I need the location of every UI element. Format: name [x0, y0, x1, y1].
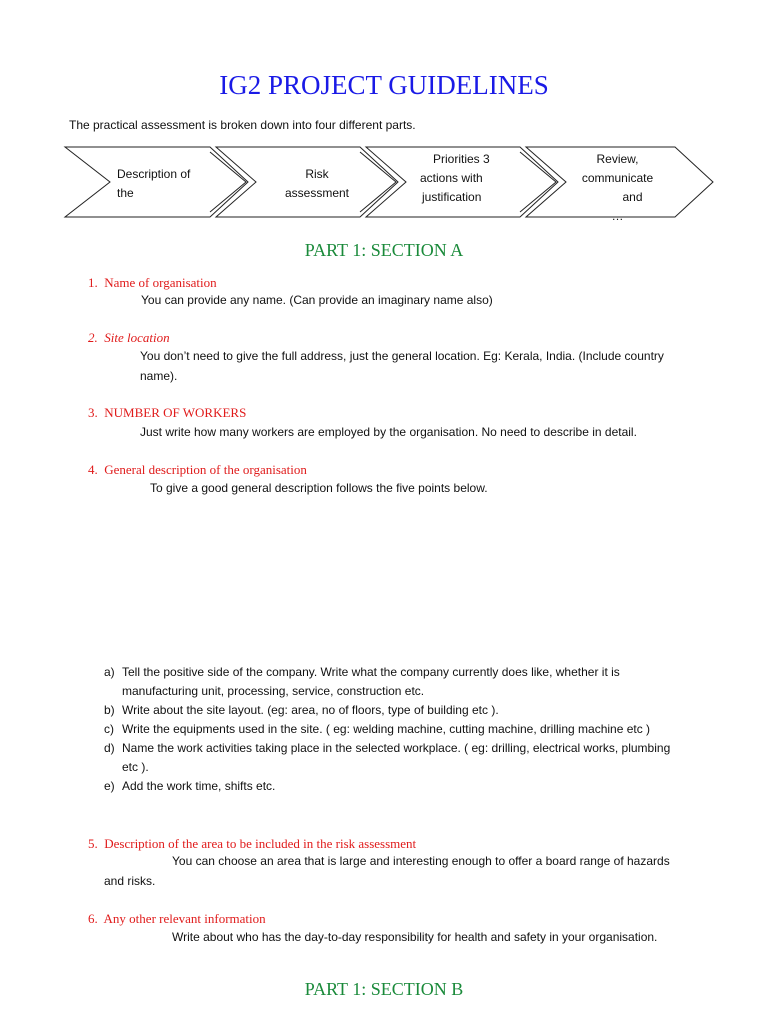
section-a-title: PART 1: SECTION A: [304, 240, 464, 260]
item-3-body: Just write how many workers are employed by the organisation. No need to describe in detail.: [140, 425, 637, 439]
process-step-1-line-2: the: [117, 186, 134, 200]
item-3-title: NUMBER OF WORKERS: [104, 405, 247, 420]
sub-point-a: [104, 663, 724, 701]
sub-point-b-line-1: Write about the site layout. (eg: area, no of floors, type of building etc ).: [122, 703, 499, 717]
sub-points-list: [104, 663, 724, 796]
sub-point-b-letter: b): [104, 703, 115, 717]
item-6-heading: [88, 911, 266, 927]
process-step-3-line-1: Priorities 3: [433, 152, 490, 166]
sub-point-a-line-1: Tell the positive side of the company. Write what the company currently does like, whether it is: [122, 665, 620, 679]
item-3-heading: [88, 405, 246, 421]
process-step-3-line-3: justification: [422, 190, 482, 204]
sub-point-e-line-1: Add the work time, shifts etc.: [122, 779, 276, 793]
item-1-title: Name of organisation: [104, 275, 217, 290]
sub-point-d-line-2: etc ).: [122, 760, 149, 774]
sub-point-a-letter: a): [104, 665, 115, 679]
process-step-4-line-3: and: [622, 190, 643, 204]
intro-text: The practical assessment is broken down into four different parts.: [69, 118, 416, 132]
process-step-4: [570, 150, 665, 223]
item-1-heading: [88, 275, 217, 291]
item-2-body: [140, 346, 664, 386]
item-2-heading: [88, 330, 170, 346]
sub-point-b: [104, 701, 724, 720]
item-6-body: Write about who has the day-to-day responsibility for health and safety in your organisation.: [172, 930, 658, 944]
item-5-body-line-1: You can choose an area that is large and interesting enough to offer a board range of hazards: [172, 854, 670, 868]
item-2-body-line-1: You don’t need to give the full address, just the general location. Eg: Kerala, India. (Include country: [140, 349, 664, 363]
process-step-2: [262, 165, 372, 209]
section-b-title: PART 1: SECTION B: [304, 979, 464, 999]
item-6-title: Any other relevant information: [103, 911, 266, 926]
item-6-number: 6.: [88, 911, 98, 926]
process-step-3-line-2: actions with: [420, 171, 483, 185]
sub-point-e: [104, 777, 724, 796]
item-5-body: [104, 851, 744, 891]
process-step-2-line-1: Risk: [305, 167, 329, 181]
process-step-1: [117, 165, 217, 209]
page-title: IG2 PROJECT GUIDELINES: [219, 70, 549, 100]
item-1-number: 1.: [88, 275, 98, 290]
item-5-number: 5.: [88, 836, 98, 851]
sub-point-a-line-2: manufacturing unit, processing, service, construction etc.: [122, 684, 425, 698]
item-2-number: 2.: [88, 330, 98, 345]
process-step-2-line-2: assessment: [284, 186, 350, 200]
process-step-4-line-4: …: [611, 209, 624, 223]
sub-point-c: [104, 720, 724, 739]
item-1-body: You can provide any name. (Can provide an imaginary name also): [141, 293, 493, 307]
item-4-title: General description of the organisation: [104, 462, 307, 477]
item-2-title: Site location: [104, 330, 170, 345]
item-4-heading: [88, 462, 307, 478]
item-4-number: 4.: [88, 462, 98, 477]
item-5-heading: [88, 836, 416, 852]
item-4-body: To give a good general description follows the five points below.: [150, 481, 488, 495]
item-5-title: Description of the area to be included in the risk assessment: [104, 836, 417, 851]
sub-point-c-line-1: Write the equipments used in the site. ( eg: welding machine, cutting machine, drilling machine etc ): [122, 722, 651, 736]
item-2-body-line-2: name).: [140, 369, 178, 383]
process-step-3: [420, 150, 510, 215]
sub-point-d: [104, 739, 724, 777]
process-step-4-line-1: Review,: [596, 152, 639, 166]
sub-point-e-letter: e): [104, 779, 115, 793]
sub-point-d-letter: d): [104, 741, 115, 755]
item-3-number: 3.: [88, 405, 98, 420]
sub-point-d-line-1: Name the work activities taking place in the selected workplace. ( eg: drilling, electrical works, plumbing: [122, 741, 671, 755]
sub-point-c-letter: c): [104, 722, 114, 736]
process-step-1-line-1: Description of: [117, 167, 191, 181]
item-5-body-line-2: and risks.: [104, 874, 156, 888]
process-step-4-line-2: communicate: [581, 171, 654, 185]
